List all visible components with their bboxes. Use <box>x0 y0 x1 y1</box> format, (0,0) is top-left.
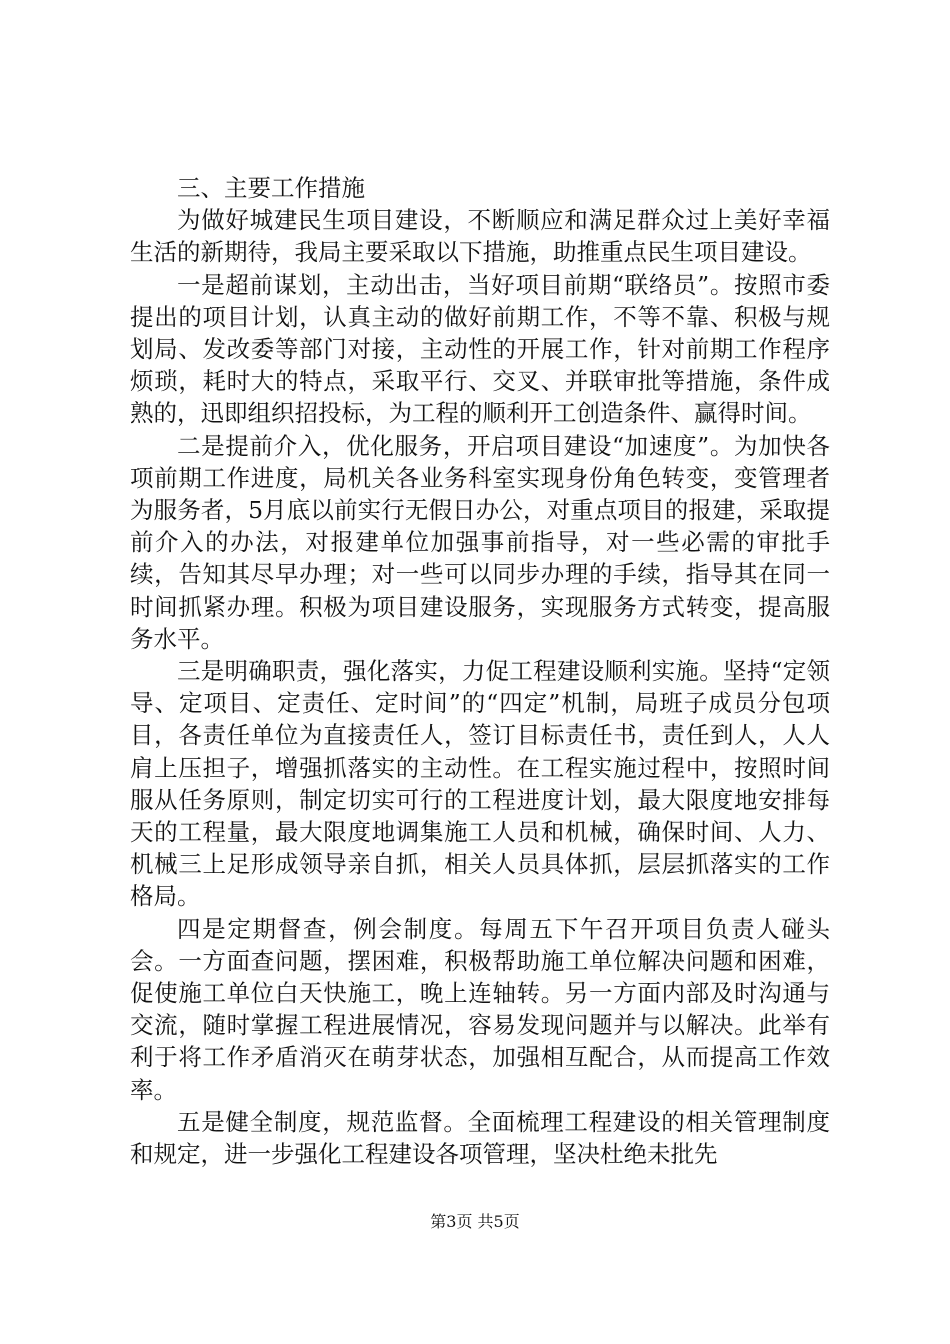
paragraph-measure-3: 三是明确职责，强化落实，力促工程建设顺利实施。坚持“定领导、定项目、定责任、定时间”的“四定”机制，局班子成员分包项目，各责任单位为直接责任人，签订目标责任书，责任到人，人人肩上压担子，增强抓落实的主动性。在工程实施过程中，按照时间服从任务原则，制定切实可行的工程进度计划，最大限度地安排每天的工程量，最大限度地调集施工人员和机械，确保时间、人力、机械三上足形成领导亲自抓，相关人员具体抓，层层抓落实的工作格局。 <box>130 657 830 911</box>
paragraph-measure-4: 四是定期督查，例会制度。每周五下午召开项目负责人碰头会。一方面查问题，摆困难，积极帮助施工单位解决问题和困难，促使施工单位白天快施工，晚上连轴转。另一方面内部及时沟通与交流，随时掌握工程进展情况，容易发现问题并与以解决。此举有利于将工作矛盾消灭在萌芽状态，加强相互配合，从而提高工作效率。 <box>130 914 830 1104</box>
paragraph-measure-5: 五是健全制度，规范监督。全面梳理工程建设的相关管理制度和规定，进一步强化工程建设各项管理，坚决杜绝未批先 <box>130 1107 830 1169</box>
document-body <box>130 172 830 1170</box>
page-number-footer: 第3页 共5页 <box>430 1212 520 1231</box>
paragraph-measure-1: 一是超前谋划，主动出击，当好项目前期“联络员”。按照市委提出的项目计划，认真主动的做好前期工作，不等不靠、积极与规划局、发改委等部门对接，主动性的开展工作，针对前期工作程序烦琐，耗时大的特点，采取平行、交叉、并联审批等措施，条件成熟的，迅即组织招投标，为工程的顺利开工创造条件、赢得时间。 <box>130 270 830 428</box>
paragraph-intro: 为做好城建民生项目建设，不断顺应和满足群众过上美好幸福生活的新期待，我局主要采取以下措施，助推重点民生项目建设。 <box>130 206 830 267</box>
paragraph-measure-2: 二是提前介入，优化服务，开启项目建设“加速度”。为加快各项前期工作进度，局机关各业务科室实现身份角色转变，变管理者为服务者，5月底以前实行无假日办公，对重点项目的报建，采取提前介入的办法，对报建单位加强事前指导，对一些必需的审批手续，告知其尽早办理；对一些可以同步办理的手续，指导其在同一时间抓紧办理。积极为项目建设服务，实现服务方式转变，提高服务水平。 <box>130 431 830 653</box>
section-heading: 三、主要工作措施 <box>177 174 365 202</box>
